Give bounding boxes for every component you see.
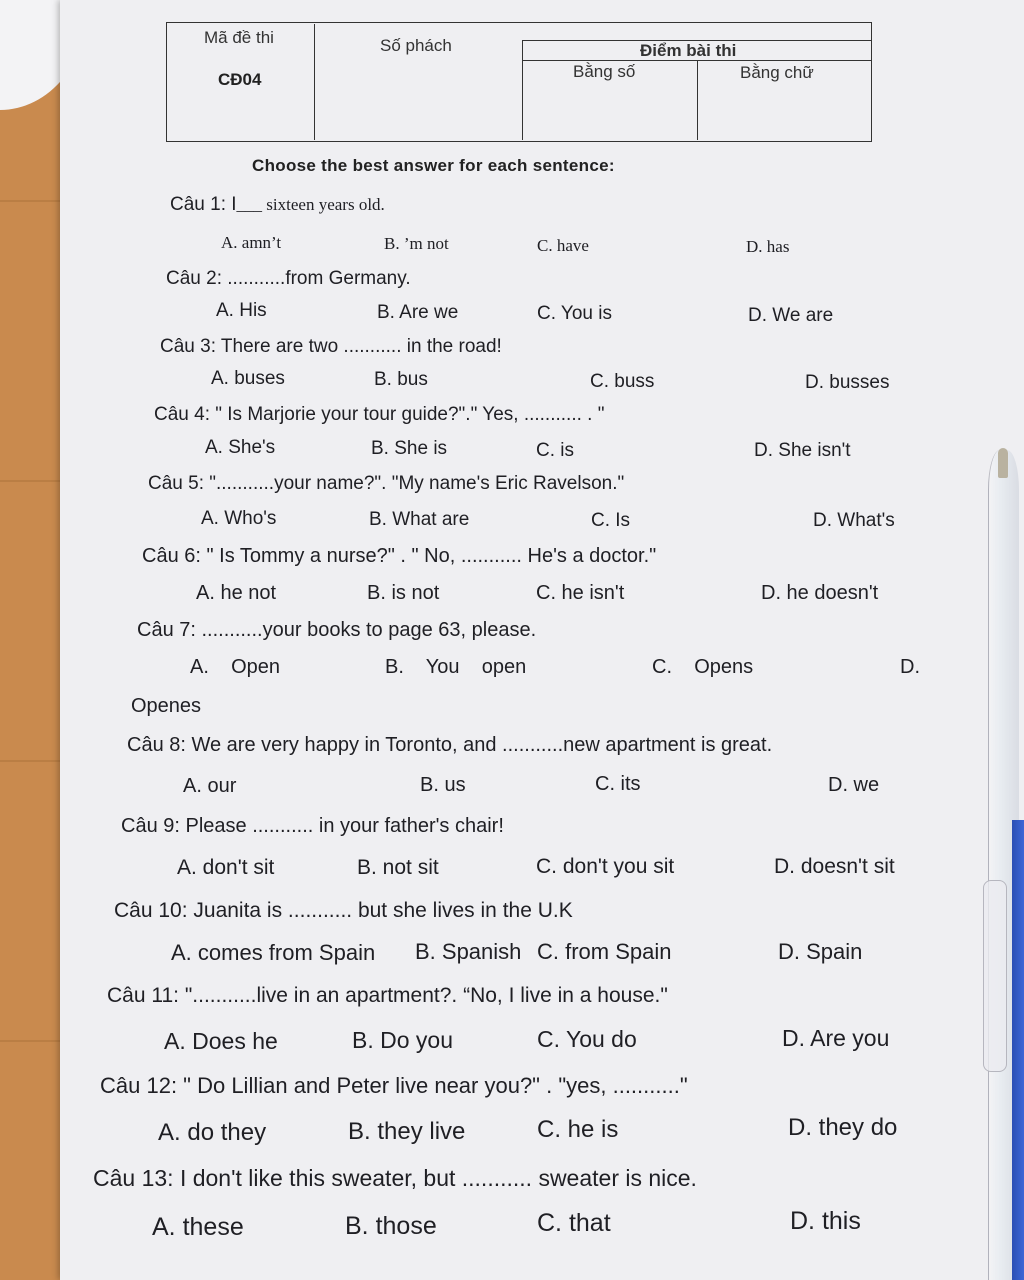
- q5-option-c[interactable]: C. Is: [591, 510, 631, 531]
- q1-option-c[interactable]: C. have: [537, 236, 589, 255]
- q9-option-d[interactable]: D. doesn't sit: [774, 855, 895, 878]
- pen-ink-barrel: [1012, 820, 1024, 1280]
- bang-so-label: Bằng số: [573, 62, 636, 81]
- q6-option-b[interactable]: B. is not: [367, 582, 440, 604]
- q9-option-a[interactable]: A. don't sit: [177, 856, 275, 879]
- question-9: Câu 9: Please ........... in your father's chair!: [121, 815, 504, 837]
- bang-chu-label: Bằng chữ: [740, 63, 814, 82]
- question-7: Câu 7: ...........your books to page 63, please.: [137, 619, 537, 641]
- q2-option-c[interactable]: C. You is: [537, 303, 612, 324]
- q12-option-a[interactable]: A. do they: [158, 1119, 267, 1146]
- q12-option-b[interactable]: B. they live: [348, 1118, 466, 1145]
- q7-option-c[interactable]: C. Opens: [652, 656, 754, 678]
- q1-option-d[interactable]: D. has: [746, 237, 790, 256]
- q4-option-a[interactable]: A. She's: [205, 437, 276, 458]
- q5-option-a[interactable]: A. Who's: [201, 508, 277, 529]
- q5-option-b[interactable]: B. What are: [369, 509, 470, 530]
- diem-bai-thi-label: Điểm bài thi: [640, 41, 737, 60]
- so-phach-label: Số phách: [380, 36, 452, 55]
- question-11: Câu 11: "...........live in an apartment?. “No, I live in a house.": [107, 984, 668, 1007]
- question-12: Câu 12: " Do Lillian and Peter live near you?" . "yes, ...........": [100, 1073, 688, 1098]
- q7-option-a[interactable]: A. Open: [190, 656, 281, 678]
- question-8: Câu 8: We are very happy in Toronto, and ...........new apartment is great.: [127, 734, 773, 756]
- q11-option-a[interactable]: A. Does he: [164, 1028, 278, 1054]
- q7-option-d[interactable]: D.: [900, 656, 920, 678]
- q12-option-d[interactable]: D. they do: [788, 1114, 898, 1141]
- q13-option-b[interactable]: B. those: [345, 1212, 437, 1240]
- ma-de-thi-value: CĐ04: [218, 70, 262, 89]
- q2-option-a[interactable]: A. His: [216, 300, 267, 321]
- q9-option-b[interactable]: B. not sit: [357, 856, 439, 879]
- q3-option-c[interactable]: C. buss: [590, 371, 655, 392]
- q10-option-d[interactable]: D. Spain: [778, 939, 863, 964]
- q2-option-d[interactable]: D. We are: [748, 305, 834, 326]
- q1-option-a[interactable]: A. amn’t: [221, 233, 282, 252]
- q3-option-b[interactable]: B. bus: [374, 369, 428, 390]
- q9-option-c[interactable]: C. don't you sit: [536, 855, 675, 878]
- q3-option-a[interactable]: A. buses: [211, 368, 285, 389]
- q4-option-c[interactable]: C. is: [536, 440, 574, 461]
- question-1: Câu 1: I___ sixteen years old.: [170, 194, 385, 215]
- q7-option-b[interactable]: B. You open: [385, 656, 527, 678]
- q6-option-a[interactable]: A. he not: [196, 582, 277, 604]
- pen-tip: [998, 448, 1008, 478]
- question-10: Câu 10: Juanita is ........... but she lives in the U.K: [114, 899, 573, 922]
- pen-clip: [983, 880, 1007, 1072]
- question-6: Câu 6: " Is Tommy a nurse?" . " No, ........... He's a doctor.": [142, 545, 657, 567]
- ma-de-thi-label: Mã đề thi: [204, 28, 274, 47]
- q11-option-d[interactable]: D. Are you: [782, 1025, 890, 1051]
- q11-option-b[interactable]: B. Do you: [352, 1027, 453, 1053]
- q8-option-d[interactable]: D. we: [828, 774, 880, 796]
- q5-option-d[interactable]: D. What's: [813, 510, 895, 531]
- q12-option-c[interactable]: C. he is: [537, 1116, 619, 1143]
- q4-option-d[interactable]: D. She isn't: [754, 440, 851, 461]
- question-4: Câu 4: " Is Marjorie your tour guide?"." Yes, ........... . ": [154, 404, 605, 425]
- question-3: Câu 3: There are two ........... in the road!: [160, 336, 502, 357]
- q4-option-b[interactable]: B. She is: [371, 438, 448, 459]
- question-2: Câu 2: ...........from Germany.: [166, 268, 411, 289]
- q2-option-b[interactable]: B. Are we: [377, 302, 459, 323]
- q6-option-c[interactable]: C. he isn't: [536, 582, 625, 604]
- q10-option-c[interactable]: C. from Spain: [537, 939, 672, 964]
- question-5: Câu 5: "...........your name?". "My name's Eric Ravelson.": [148, 473, 625, 494]
- instruction: Choose the best answer for each sentence:: [252, 156, 615, 175]
- q1-option-b[interactable]: B. ’m not: [384, 234, 449, 253]
- q13-option-c[interactable]: C. that: [537, 1209, 611, 1237]
- q8-option-c[interactable]: C. its: [595, 773, 641, 795]
- q8-option-b[interactable]: B. us: [420, 774, 466, 796]
- q6-option-d[interactable]: D. he doesn't: [761, 582, 879, 604]
- q10-option-b[interactable]: B. Spanish: [415, 939, 522, 964]
- question-13: Câu 13: I don't like this sweater, but ........... sweater is nice.: [93, 1165, 697, 1191]
- q3-option-d[interactable]: D. busses: [805, 372, 890, 393]
- q11-option-c[interactable]: C. You do: [537, 1026, 637, 1052]
- q13-option-a[interactable]: A. these: [152, 1213, 244, 1241]
- q13-option-d[interactable]: D. this: [790, 1207, 861, 1235]
- q7-option-d-text[interactable]: Openes: [131, 695, 202, 717]
- q8-option-a[interactable]: A. our: [183, 775, 237, 797]
- q10-option-a[interactable]: A. comes from Spain: [171, 940, 376, 965]
